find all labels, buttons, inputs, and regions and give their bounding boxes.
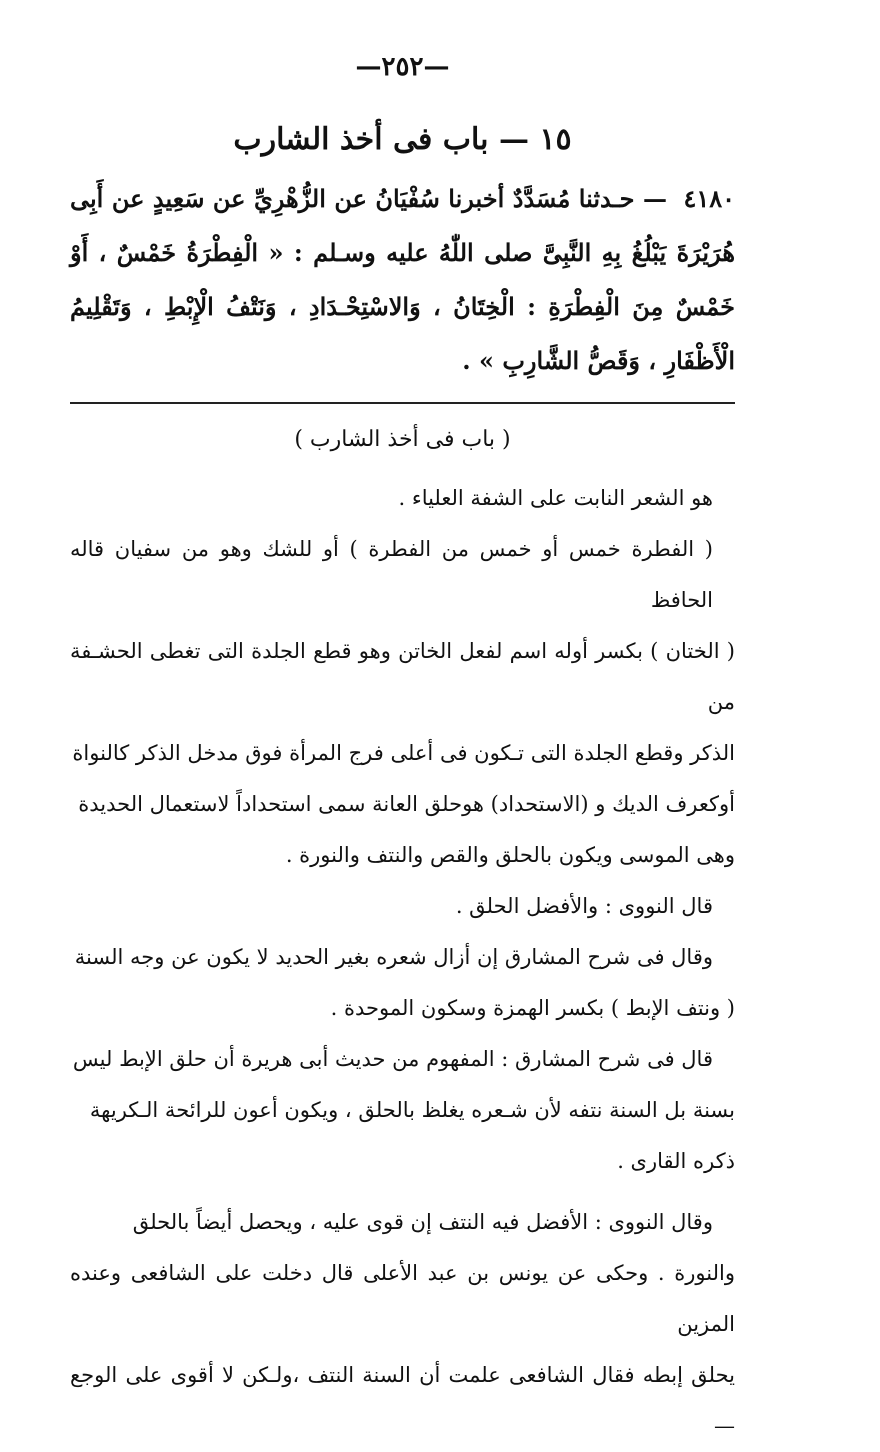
chapter-dash: — [498,122,529,157]
separator-line [70,402,735,404]
hadith-text [70,172,735,388]
hadith-line: وَقَصُّ الشَّارِبِ » . [462,346,641,375]
page-number: —٢٥٢— [355,52,450,82]
commentary-line: ( الختان ) بكسر أوله اسم لفعل الخاتن وهو قطع الجلدة التى تغطى الحشـفة من [70,639,735,714]
book-page [70,40,736,1438]
commentary-line: والنورة . وحكى عن يونس بن عبد الأعلى قال دخلت على الشافعى وعنده المزين [70,1261,735,1336]
commentary-line: ذكره القارى . [617,1149,735,1173]
chapter-number: ١٥ [539,122,572,157]
chapter-title [70,114,735,166]
commentary-line: أوكعرف الديك و (الاستحداد) هوحلق العانة سمى استحداداً لاستعمال الحديدة [78,792,735,816]
hadith-dash: — [642,184,667,213]
commentary-line: قال النووى : والأفضل الحلق . [455,894,713,918]
hadith-line: مِنَ الْفِطْرَةِ : الْخِتَانُ ، وَالاسْتِحْـدَادِ ، وَنَتْفُ الْإِبْطِ ، وَتَقْلِيمُ الْأَظْفَارِ ، [70,292,735,375]
commentary-section [70,414,735,1452]
hadith-line: أَبِى هُرَيْرَةَ يَبْلُغُ بِهِ النَّبِىَّ صلى اللّٰهُ عليه وسـلم : « الْفِطْرَةُ خَمْسٌ ، أَوْ خَمْسٌ [70,184,735,321]
commentary-line: ( ونتف الإبط ) بكسر الهمزة وسكون الموحدة . [330,996,735,1020]
chapter-title-text: باب فى أخذ الشارب [233,122,489,157]
commentary-line: قال فى شرح المشارق : المفهوم من حديث أبى هريرة أن حلق الإبط ليس [72,1047,713,1071]
commentary-line: يحلق إبطه فقال الشافعى علمت أن السنة النتف ،ولـكن لا أقوى على الوجع — [70,1363,735,1438]
commentary-line: هو الشعر النابت على الشفة العلياء . [398,486,713,510]
commentary-line: الذكر وقطع الجلدة التى تـكون فى أعلى فرج المرأة فوق مدخل الذكر كالنواة [72,741,735,765]
hadith-number: ٤١٨٠ [683,184,736,213]
commentary-line: وهى الموسى ويكون بالحلق والقص والنتف والنورة . [285,843,735,867]
commentary-heading: ( باب فى أخذ الشارب ) [294,427,511,452]
commentary-line: ( الفطرة خمس أو خمس من الفطرة ) أو للشك وهو من سفيان قاله الحافظ [70,537,713,612]
commentary-line: وقال فى شرح المشارق إن أزال شعره بغير الحديد لا يكون عن وجه السنة [74,945,713,969]
hadith-line: حـدثنا مُسَدَّدٌ أخبرنا سُفْيَانُ عن الزُّهْرِيِّ عن سَعِيدٍ عن [111,184,635,213]
commentary-line: وقال النووى : الأفضل فيه النتف إن قوى عليه ، ويحصل أيضاً بالحلق [132,1210,713,1234]
commentary-line: بسنة بل السنة نتفه لأن شـعره يغلظ بالحلق ، ويكون أعون للرائحة الـكريهة [89,1098,735,1122]
